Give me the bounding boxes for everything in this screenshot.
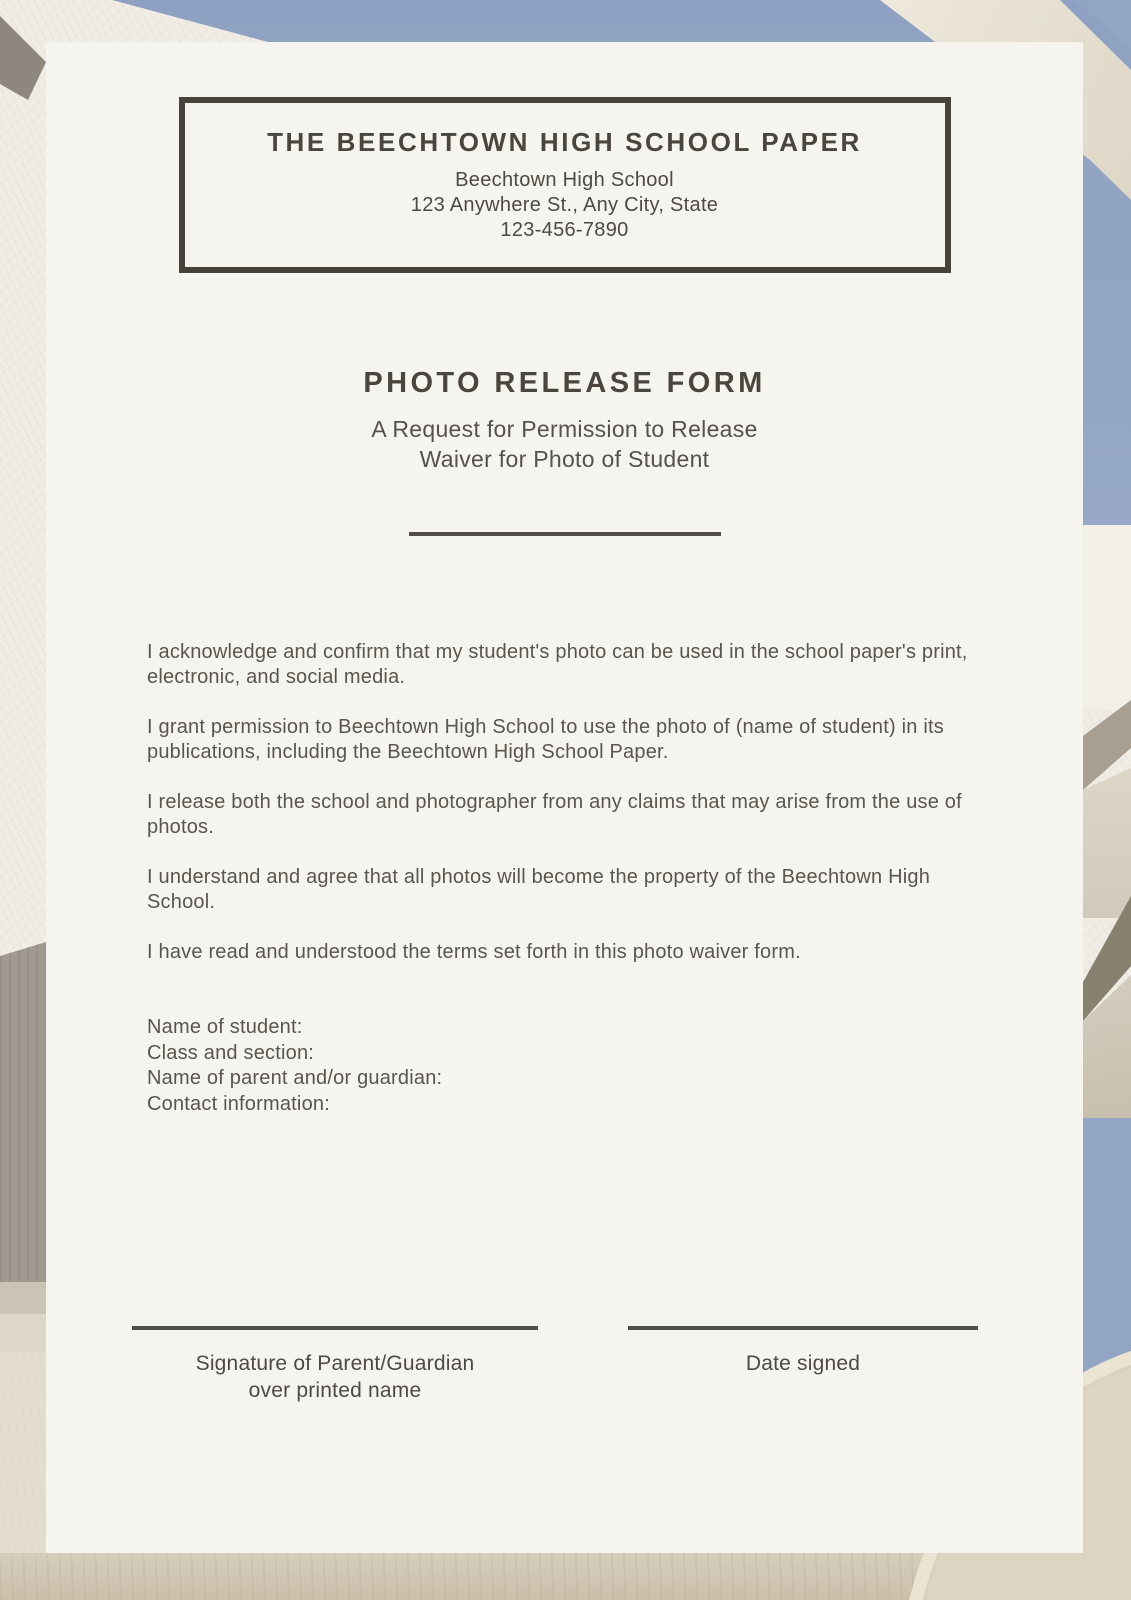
- field-label-class-section: Class and section:: [147, 1041, 315, 1064]
- form-subtitle-line-2: Waiver for Photo of Student: [419, 446, 710, 472]
- waiver-paragraph-4: I understand and agree that all photos will become the property of the Beechtown High School.: [147, 866, 931, 913]
- form-title: PHOTO RELEASE FORM: [363, 367, 766, 399]
- signature-line-parent: [132, 1326, 538, 1330]
- waiver-paragraph-5: I have read and understood the terms set forth in this photo waiver form.: [147, 941, 801, 963]
- background-step-left-2: [0, 1314, 46, 1352]
- signature-block-parent: [132, 1326, 538, 1404]
- background-concrete-pillar: [0, 942, 46, 1282]
- field-label-student-name: Name of student:: [147, 1016, 303, 1038]
- form-fields: [147, 1015, 995, 1117]
- school-phone: 123-456-7890: [500, 219, 629, 241]
- background-wood-floor-left: [0, 1352, 46, 1557]
- field-label-contact-info: Contact information:: [147, 1092, 330, 1115]
- signature-label-line-1: Signature of Parent/Guardian: [195, 1352, 475, 1375]
- waiver-paragraph-1: I acknowledge and confirm that my student's photo can be used in the school paper's print, electronic, and social media.: [147, 641, 968, 688]
- signature-label-parent: [132, 1350, 538, 1404]
- paper-sheet: [46, 42, 1083, 1553]
- letterhead-box: [179, 97, 951, 273]
- title-divider-rule: [409, 532, 721, 536]
- waiver-terms: [147, 640, 995, 965]
- field-label-parent-guardian: Name of parent and/or guardian:: [147, 1067, 443, 1089]
- title-block: [46, 367, 1083, 474]
- date-signed-label: Date signed: [745, 1352, 861, 1375]
- school-name: Beechtown High School: [455, 169, 674, 191]
- paper-name: THE BEECHTOWN HIGH SCHOOL PAPER: [267, 127, 862, 157]
- background-slab-right-upper: [1083, 768, 1131, 918]
- waiver-paragraph-2: I grant permission to Beechtown High School to use the photo of (name of student) in its publications, including the Beechtown High School Paper.: [147, 716, 944, 763]
- background-wall-right: [1083, 525, 1131, 710]
- signature-label-line-2: over printed name: [248, 1379, 422, 1402]
- form-subtitle-line-1: A Request for Permission to Release: [371, 416, 758, 442]
- waiver-paragraph-3: I release both the school and photographer from any claims that may arise from the use of photos.: [147, 791, 962, 838]
- signature-line-date: [628, 1326, 978, 1330]
- background-step-left: [0, 1282, 46, 1314]
- school-address: 123 Anywhere St., Any City, State: [410, 194, 719, 216]
- signature-block-date: [628, 1326, 978, 1377]
